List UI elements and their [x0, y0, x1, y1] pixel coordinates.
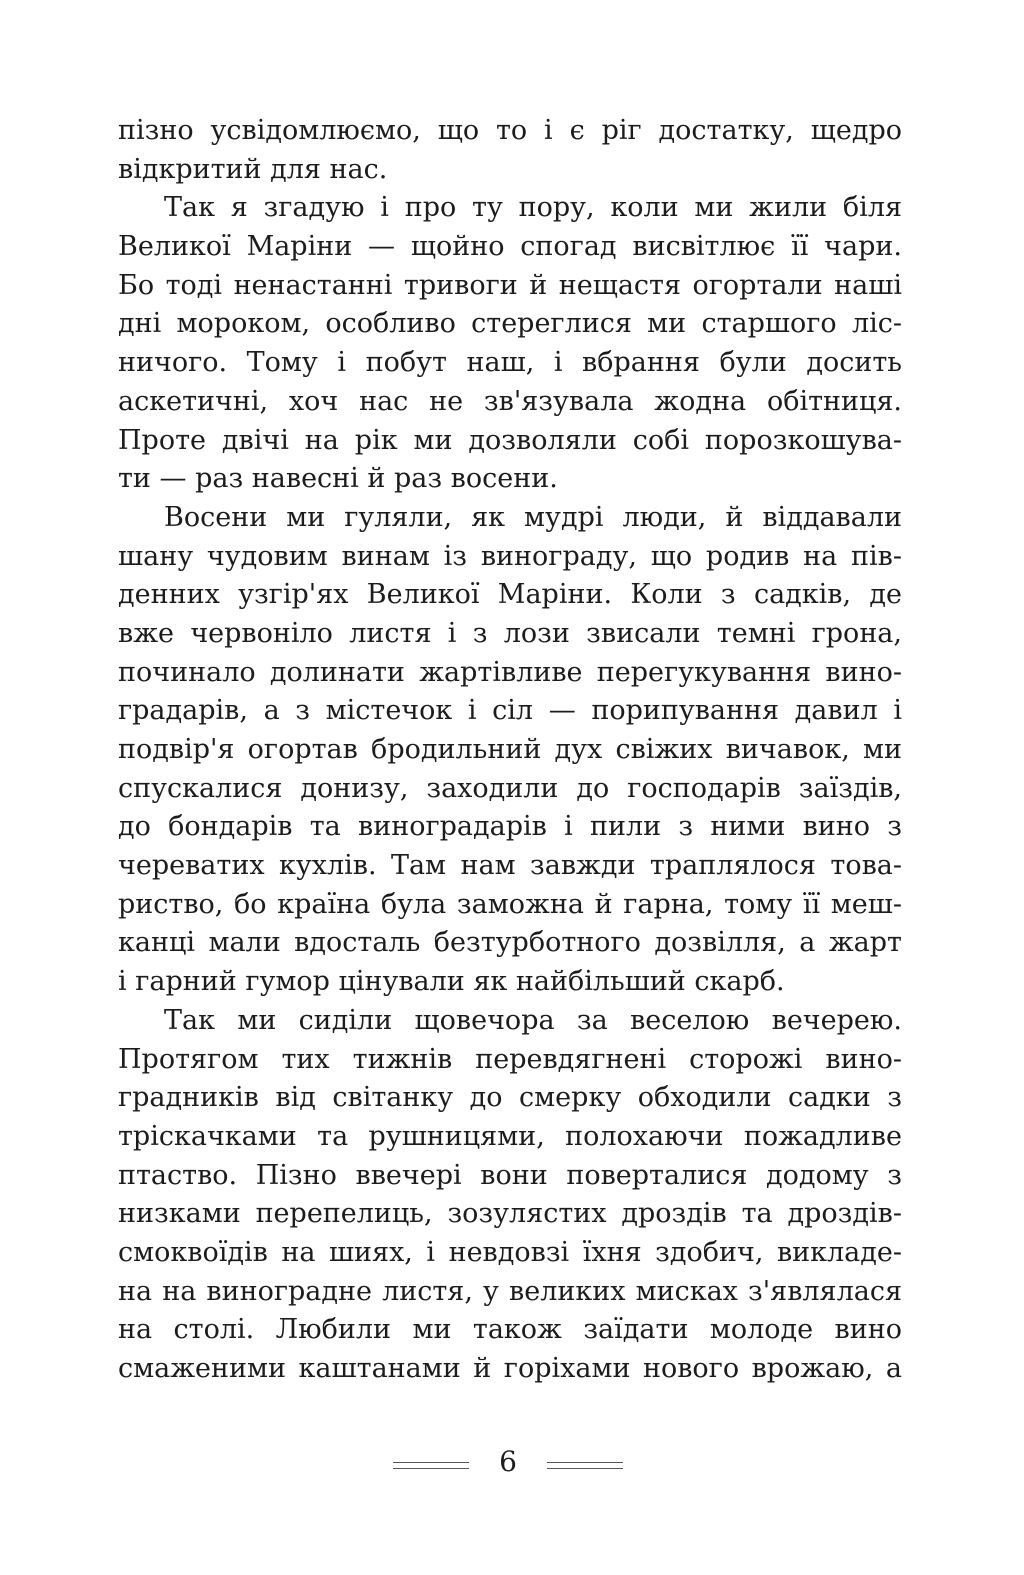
text-line: Восени ми гуляли, як мудрі люди, й віддавали [164, 501, 902, 533]
text-line: смоквоїдів на шиях, і невдовзі їхня здобич, викладе- [118, 1236, 902, 1268]
text-line: відкритий для нас. [118, 153, 388, 185]
text-line: до бондарів та виноградарів і пили з ними вино з [118, 811, 902, 843]
text-line: череватих кухлів. Там нам завжди траплялося това- [118, 850, 902, 882]
body-text [118, 112, 902, 1389]
text-line: подвір'я огортав бродильний дух свіжих вичавок, ми [118, 734, 902, 765]
text-line: шану чудовим винам із винограду, що родив на пів- [118, 540, 902, 572]
text-line: пізно усвідомлюємо, що то і є ріг достатку, щедро [118, 115, 902, 146]
paragraph [118, 1002, 902, 1389]
text-line: Так ми сиділи щовечора за веселою вечерею. [164, 1004, 902, 1036]
text-line: Так я згадую і про ту пору, коли ми жили біля [164, 192, 902, 224]
text-line: вже червоніло листя і з лози звисали темні грона, [118, 617, 902, 649]
text-line: смаженими каштанами й горіхами нового врожаю, а [118, 1353, 902, 1384]
text-line: градників від світанку до смерку обходили садки з [118, 1082, 902, 1114]
text-line: на столі. Любили ми також заїдати молоде вино [118, 1314, 902, 1346]
text-line: риство, бо країна була заможна й гарна, тому її меш- [118, 888, 902, 920]
text-line: канці мали вдосталь безтурботного дозвілля, а жарт [118, 927, 902, 959]
text-line: денних узгір'ях Великої Маріни. Коли з садків, де [118, 579, 902, 611]
text-line: тріскачками та рушницями, полохаючи пожадливе [118, 1120, 902, 1152]
footer-rule-right [547, 1462, 623, 1469]
text-line: Проте двічі на рік ми дозволяли собі порозкошува- [118, 424, 902, 456]
page-number: 6 [499, 1445, 517, 1478]
text-line: ти — раз навесні й раз восени. [118, 463, 558, 495]
page-footer [0, 1440, 1024, 1484]
text-line: на на виноградне листя, у великих мисках з'являлася [118, 1275, 902, 1307]
footer-rule-left [393, 1462, 469, 1469]
text-line: Великої Маріни — щойно спогад висвітлює її чари. [118, 231, 902, 263]
paragraph [118, 189, 902, 499]
text-line: птаство. Пізно ввечері вони поверталися додому з [118, 1159, 902, 1191]
text-line: аскетичні, хоч нас не зв'язувала жодна обітниця. [118, 385, 902, 417]
text-line: дні мороком, особливо стереглися ми старшого ліс- [118, 308, 902, 340]
text-line: градарів, а з містечок і сіл — порипування давил і [118, 695, 902, 727]
paragraph [118, 112, 902, 189]
text-line: починало долинати жартівливе перегукування вино- [118, 656, 902, 688]
text-line: Протягом тих тижнів перевдягнені сторожі вино- [118, 1043, 902, 1075]
text-line: ничого. Тому і побут наш, і вбрання були досить [118, 347, 902, 379]
paragraph [118, 499, 902, 1002]
text-line: і гарний гумор цінували як найбільший скарб. [118, 966, 785, 998]
text-line: спускалися донизу, заходили до господарів заїздів, [118, 772, 902, 804]
text-line: Бо тоді ненастанні тривоги й нещастя огортали наші [118, 269, 902, 301]
text-line: низками перепелиць, зозулястих дроздів та дроздів- [118, 1198, 902, 1230]
